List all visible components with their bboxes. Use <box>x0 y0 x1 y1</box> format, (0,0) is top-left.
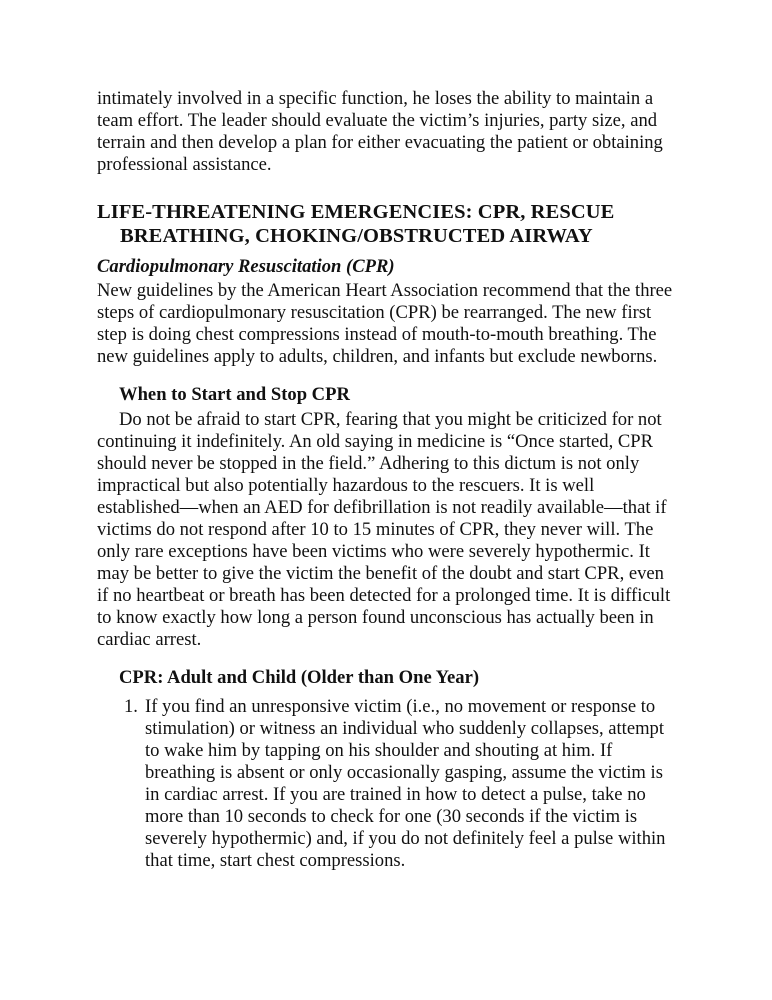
cpr-paragraph: New guidelines by the American Heart Association recommend that the three steps of cardiopulmonary resuscitation (CPR) be rearranged. The new first step is doing chest compressions instead of mouth-to-mouth breathing. The new guidelines apply to adults, children, and infants but exclude newborns. <box>97 280 673 367</box>
when-to-start-paragraph: Do not be afraid to start CPR, fearing that you might be criticized for not continuing it indefinitely. An old saying in medicine is “Once started, CPR should never be stopped in the field.” Adhering to this dictum is not only impractical but also potentially hazardous to the rescuers. It is well established—when an AED for defibrillation is not readily available—that if victims do not respond after 10 to 15 minutes of CPR, they never will. The only rare exceptions have been victims who were severely hypothermic. It may be better to give the victim the benefit of the doubt and start CPR, even if no heartbeat or breath has been detected for a prolonged time. It is difficult to know exactly how long a person found unconscious has actually been in cardiac arrest. <box>97 409 671 650</box>
when-to-start-subheading: When to Start and Stop CPR <box>119 384 350 405</box>
document-page <box>97 88 675 872</box>
cpr-steps-list <box>97 696 675 872</box>
step-number: 1. <box>124 696 138 717</box>
cpr-subheading: Cardiopulmonary Resuscitation (CPR) <box>97 256 395 277</box>
section-heading: LIFE-THREATENING EMERGENCIES: CPR, RESCUE BREATHING, CHOKING/OBSTRUCTED AIRWAY <box>97 201 615 247</box>
step-text: If you find an unresponsive victim (i.e., no movement or response to stimulation) or witness an individual who suddenly collapses, attempt to wake him by tapping on his shoulder and shouting at him. If breathing is absent or only occasionally gasping, assume the victim is in cardiac arrest. If you are trained in how to detect a pulse, take no more than 10 seconds to check for one (30 seconds if the victim is severely hypothermic) and, if you do not definitely feel a pulse within that time, start chest compressions. <box>145 696 666 871</box>
cpr-step <box>124 696 675 872</box>
adult-child-subheading: CPR: Adult and Child (Older than One Year) <box>119 667 480 688</box>
continuation-paragraph: intimately involved in a specific function, he loses the ability to maintain a team effort. The leader should evaluate the victim’s injuries, party size, and terrain and then develop a plan for either evacuating the patient or obtaining professional assistance. <box>97 88 663 175</box>
